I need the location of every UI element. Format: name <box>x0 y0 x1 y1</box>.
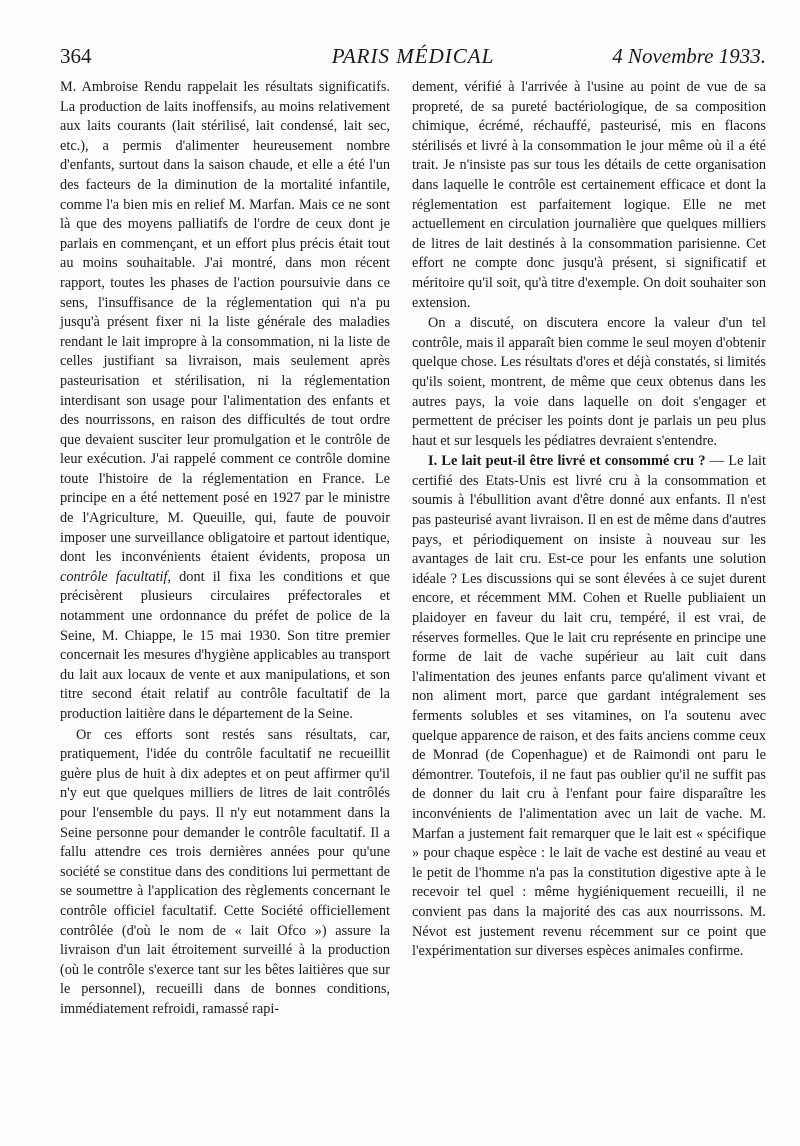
page-number: 364 <box>60 44 92 68</box>
paragraph: dement, vérifié à l'arrivée à l'usine au point de vue de sa propreté, de sa pureté bactériologique, de sa composition chimique, écrémé, réchauffé, pasteurisé, mis en flacons stérilisés et livré à la consommation le jour même où il a été trait. Je n'insiste pas sur tous les détails de cette organisation dans laquelle le contrôle est certainement efficace et dont la réglementation est parfaitement logique. Elle ne met actuellement en circulation journalière que quelques milliers de litres de lait destinés à la consommation parisienne. Cet effort ne compte donc jusqu'à présent, si significatif et méritoire qu'il soit, qu'à titre d'exemple. On doit souhaiter son extension. <box>412 79 766 311</box>
paragraph <box>60 78 390 725</box>
paragraph <box>412 452 766 961</box>
paragraph-text: — Le lait certifié des Etats-Unis est livré cru à la consommation et soumis à l'ébullition avant d'être donné aux enfants. Il n'est pas pasteurisé avant livraison. Il en est de même dans d'autres pays, et périodiquement on insiste à nouveau sur les avantages de lait cru. Est-ce pour les enfants une solution idéale ? Les discussions qui se sont élevées à ce sujet durent encore, et récemment MM. Cohen et Ruelle publiaient un plaidoyer en faveur du lait cru, tempéré, il est vrai, de réserves formelles. Que le lait cru représente en principe une forme de lait de vache supérieur au lait cuit dans l'alimentation des jeunes enfants parce qu'aliment vivant et non aliment mort, parce que gardant intégralement ses ferments solubles et ses vitamines, on l'a soutenu avec quelque apparence de raison, et des faits anciens comme ceux de Monrad (de Copenhague) et de Raimondi ont paru le démontrer. Toutefois, il ne faut pas oublier qu'il ne suffit pas de donner du lait cru à l'enfant pour faire disparaître les inconvénients de l'alimentation avec un lait de vache. M. Marfan a justement fait remarquer que le lait est « spécifique » pour chaque espèce : le lait de vache est destiné au veau et le petit de l'homme n'a pas la constitution digestive apte à le recevoir tel quel : même hygiéniquement recueilli, il ne convient pas dans la majorité des cas aux nourrissons. M. Névot est justement revenu récemment sur ce point que l'expérimentation sur diverses espèces animales confirme. <box>412 453 766 960</box>
issue-date: 4 Novembre 1933. <box>612 44 766 68</box>
paragraph: On a discuté, on discutera encore la valeur d'un tel contrôle, mais il apparaît bien comme le seul moyen d'obtenir quelque chose. Les résultats d'ores et déjà constatés, si limités qu'ils soient, montrent, de même que ceux obtenus dans les autres pays, la voie dans laquelle on doit s'engager et permettent de préciser les points dont je parlais un peu plus haut et sur lesquels les pédiatres devraient s'entendre. <box>412 315 766 449</box>
emphasis-text: contrôle facultatif <box>60 568 168 585</box>
paragraph-text: , dont il fixa les conditions et que précisèrent plusieurs circulaires préfectorales et notamment une ordonnance du préfet de police de la Seine, M. Chiappe, le 15 mai 1930. Son titre premier concernait les mesures d'hygiène applicables au transport du lait aux locaux de vente et aux manipulations, et son titre second était relatif au contrôle facultatif de la production laitière dans le département de la Seine. <box>60 568 391 722</box>
section-heading: I. Le lait peut-il être livré et consommé cru ? <box>428 453 706 470</box>
paragraph: Or ces efforts sont restés sans résultats, car, pratiquement, l'idée du contrôle facultatif ne recueillit guère plus de huit à dix adeptes et on peut affirmer qu'il n'y eut que quelques milliers de litres de lait contrôlés pour l'ensemble du pays. Il n'y eut notamment dans la Seine personne pour demander le contrôle facultatif. Il a fallu attendre ces trois dernières années pour qu'une société se constitue dans des conditions lui permettant de se soumettre à l'application des règlements concernant le contrôle officiel facultatif. Cette Société officiellement contrôlée (d'où le nom de « lait Ofco ») assure la livraison d'un lait étroitement surveillé à la production (où le contrôle s'exerce tant sur les bêtes laitières que sur le personnel), recueilli dans de bonnes conditions, immédiatement refroidi, ramassé rapi- <box>60 726 390 1017</box>
right-column <box>412 78 766 962</box>
left-column <box>60 78 390 1020</box>
paragraph-text: M. Ambroise Rendu rappelait les résultats significatifs. La production de laits inoffensifs, au moins relativement aux laits courants (lait stérilisé, lait condensé, lait sec, etc.), a permis d'alimenter heureusement nombre d'enfants, surtout dans la saison chaude, et elle a été l'un des facteurs de la diminution de la mortalité infantile, comme l'a bien mis en relief M. Marfan. Mais ce ne sont là que des moyens palliatifs de l'ordre de ceux dont je parlais en commençant, et un effort plus précis était tout au moins souhaitable. J'ai montré, dans mon récent rapport, toutes les phases de l'action poursuivie dans ce sens, l'insuffisance de la réglementation qui n'a pu jusqu'à présent fixer ni la liste générale des maladies rendant le lait impropre à la consommation, ni la liste de celles justifiant sa livraison, mais seulement après pasteurisation et stérilisation, ni la réglementation interdisant son usage pour l'alimentation des enfants et des nourrissons, en raison des difficultés de tout ordre que devaient susciter leur promulgation et le contrôle de leur exécution. J'ai rappelé comment ce contrôle domine toute l'histoire de la réglementation en France. Le principe en a été nettement posé en 1927 par le ministre de l'Agriculture, M. Queuille, qui, faute de pouvoir imposer une surveillance obligatoire et partout identique, dont les inconvénients étaient évidents, proposa un <box>60 79 390 566</box>
journal-title: PARIS MÉDICAL <box>331 44 495 68</box>
page-header <box>60 44 766 74</box>
